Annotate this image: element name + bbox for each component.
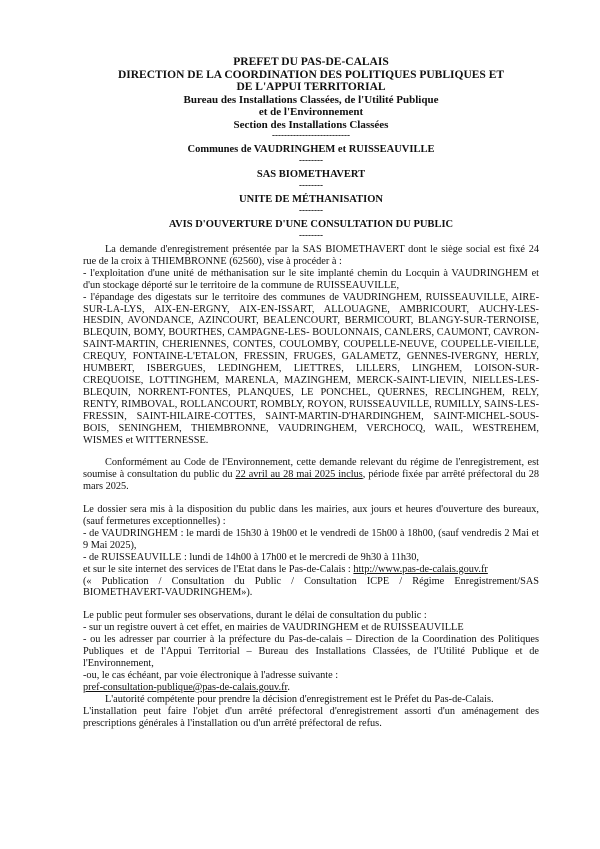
intro-item-exploitation: - l'exploitation d'une unité de méthanisation sur le site implanté chemin du Locquin à VAUDRINGHEM et d'un stockage déporté sur le territoire de la commune de RUISSEAUVILLE,	[83, 267, 539, 291]
consultation-text-end: , période fixée par arrêté préfectoral du 28 mars 2025.	[83, 469, 539, 493]
closing-decision: L'installation peut faire l'objet d'un arrêté préfectoral d'enregistrement assorti d'un aménagement des prescriptions générales à l'installation ou d'un arrêté préfectoral de refus.	[83, 705, 539, 729]
bureau-title: Bureau des Installations Classées, de l'Utilité Publique	[183, 93, 439, 106]
ruisseauville-label: - de RUISSEAUVILLE	[83, 551, 182, 563]
company-heading: SAS BIOMETHAVERT	[256, 169, 366, 180]
prefecture-title: PREFET DU PAS-DE-CALAIS	[233, 56, 389, 68]
dossier-intro: Le dossier sera mis à la disposition du public dans les mairies, aux jours et heures d'ouverture des bureaux, (sauf fermetures exceptionnelles) :	[83, 504, 539, 528]
observations-intro: Le public peut formuler ses observations, durant le délai de consultation du public :	[83, 610, 427, 622]
rule-4: --------	[299, 230, 323, 240]
unit-heading: UNITE DE MÉTHANISATION	[239, 194, 383, 205]
vaudringhem-hours: : le mardi de 15h30 à 19h00 et le vendredi de 15h00 à 18h00, (sauf vendredis 2 Mai et 9 Mai 2025),	[83, 527, 539, 551]
notice-body	[83, 244, 539, 729]
direction-title: DIRECTION DE LA COORDINATION DES POLITIQUES PUBLIQUES ET	[117, 68, 505, 81]
notice-page	[83, 56, 539, 729]
communes-heading: Communes de VAUDRINGHEM et RUISSEAUVILLE	[187, 144, 435, 155]
rule-3: --------	[299, 205, 323, 215]
observations-mail: - ou les adresser par courrier à la préfecture du Pas-de-calais – Direction de la Coordination des Politiques Publiques et de l'Appui Territorial – Bureau des Installations Classées, de l'Utilité Publique et de l'Environnement,	[83, 634, 539, 669]
consultation-dates: 22 avril au 28 mai 2025 inclus	[235, 469, 363, 481]
header-rule: --------------------------	[272, 130, 350, 140]
prefecture-website-link[interactable]: http://www.pas-de-calais.gouv.fr	[353, 563, 488, 575]
observations-email: pref-consultation-publique@pas-de-calais.gouv.fr.	[83, 681, 290, 693]
rule-2: --------	[299, 180, 323, 190]
vaudringhem-label: - de VAUDRINGHEM	[83, 527, 178, 539]
ruisseauville-hours: : lundi de 14h00 à 17h00 et le mercredi de 9h30 à 11h30,	[181, 551, 419, 563]
dossier-website	[83, 564, 539, 576]
observations-email-intro: -ou, le cas échéant, par voie électronique à l'adresse suivante :	[83, 669, 339, 681]
intro-item-epandage: - l'épandage des digestats sur le territoire des communes de VAUDRINGHEM, RUISSEAUVILLE, AIRE-SUR-LA-LYS, AIX-EN-ERGNY, AIX-EN-ISSART, ALLOUAGNE, AMBRICOURT, AUCHY-LES-HESDIN, AVONDANCE, AZINCOURT, BEALENCOURT, BERMICOURT, BLANGY-SUR-TERNOISE, BLEQUIN, BOMY, BOURTHES, CAMPAGNE-LES- BOULONNAIS, CANLERS, CAUMONT, CAVRON-SAINT-MARTIN, CHERIENNES, CONTES, COULOMBY, COUPELLE-NEUVE, COUPELLE-VIEILLE, CREQUY, FONTAINE-L'ETALON, FRESSIN, FRUGES, GALAMETZ, GENNES-IVERGNY, HERLY, HUMBERT, ISBERGUES, LEDINGHEM, LIETTRES, LILLERS, LINGHEM, LOISON-SUR-CREQUOISE, LOTTINGHEM, MARENLA, MAZINGHEM, MERCK-SAINT-LIEVIN, NIELLES-LES-BLEQUIN, NORRENT-FONTES, PLANQUES, LE PONCHEL, QUERNES, RECLINGHEM, RELY, RENTY, RIMBOVAL, ROLLANCOURT, ROMBLY, ROYON, RUISSEAUVILLE, RUMILLY, SAINS-LES-FRESSIN, SAINT-HILAIRE-COTTES, SAINT-MARTIN-D'HARDINGHEM, SAINT-MICHEL-SOUS-BOIS, SENINGHEM, THIEMBRONNE, VAUDRINGHEM, VERCHOCQ, WAIL, WESTREHEM, WISMES et WITTERNESSE.	[83, 291, 539, 446]
consultation-text: Conformément au Code de l'Environnement, cette demande relevant du régime de l'enregistrement, est soumise à consultation du public du	[83, 457, 539, 481]
section-title: Section des Installations Classées	[233, 118, 389, 131]
consultation-paragraph	[83, 457, 539, 493]
document-header	[83, 56, 539, 140]
closing-authority: L'autorité compétente pour prendre la décision d'enregistrement est le Préfet du Pas-de-Calais.	[105, 693, 494, 705]
observations-registry: - sur un registre ouvert à cet effet, en mairies de VAUDRINGHEM et de RUISSEAUVILLE	[83, 622, 464, 634]
intro-paragraph: La demande d'enregistrement présentée par la SAS BIOMETHAVERT dont le siège social est fixé 24 rue de la croix à THIEMBRONNE (62560), vise à procéder à :	[83, 244, 539, 267]
consultation-email-link[interactable]: pref-consultation-publique@pas-de-calais.gouv.fr	[83, 681, 288, 693]
website-text: et sur le site internet des services de l'Etat dans le Pas-de-Calais :	[83, 563, 354, 575]
dossier-ruisseauville	[83, 552, 539, 564]
dossier-vaudringhem	[83, 528, 539, 552]
bureau-title-cont: et de l'Environnement	[258, 106, 364, 118]
rule-1: --------	[299, 155, 323, 165]
direction-title-cont: DE L'APPUI TERRITORIAL	[236, 81, 386, 93]
website-path: (« Publication / Consultation du Public / Consultation ICPE / Régime Enregistrement/SAS BIOMETHAVERT-VAUDRINGHEM»).	[83, 575, 539, 599]
notice-title: AVIS D'OUVERTURE D'UNE CONSULTATION DU PUBLIC	[168, 219, 454, 230]
